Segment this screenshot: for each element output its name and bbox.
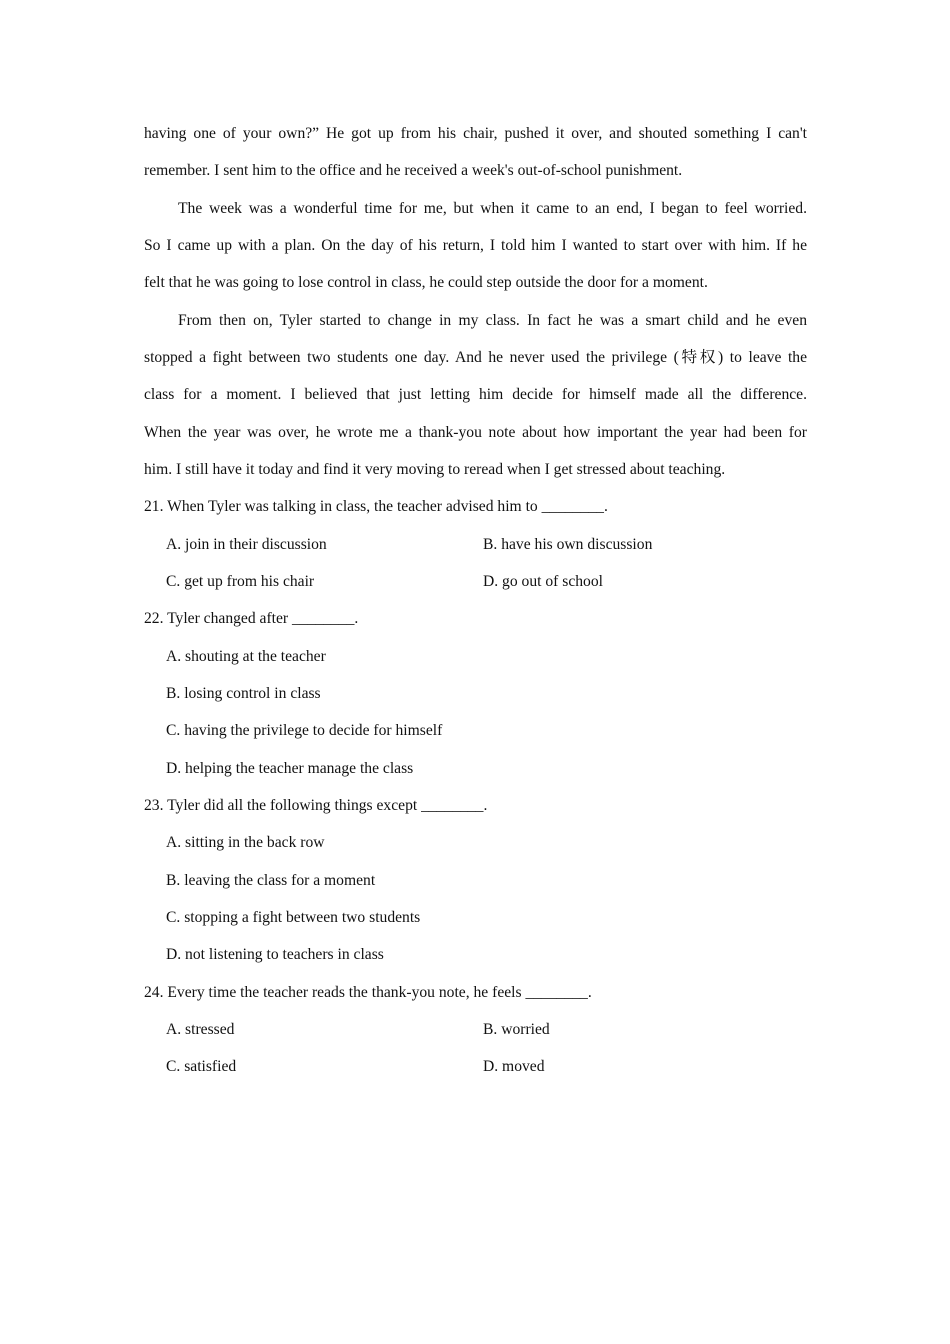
question-22-option-d: D. helping the teacher manage the class xyxy=(166,760,414,777)
question-23-option-a: A. sitting in the back row xyxy=(166,834,325,851)
question-23-stem: 23. Tyler did all the following things except ________. xyxy=(144,797,488,814)
question-24-option-b: B. worried xyxy=(483,1021,550,1038)
passage-line: stopped a fight between two students one day. And he never used the privilege (特权) to leave the xyxy=(144,349,807,366)
passage-line: class for a moment. I believed that just letting him decide for himself made all the difference. xyxy=(144,386,807,403)
question-22-option-a: A. shouting at the teacher xyxy=(166,648,326,665)
question-24-option-d: D. moved xyxy=(483,1058,545,1075)
question-21-option-b: B. have his own discussion xyxy=(483,536,653,553)
question-22-option-b: B. losing control in class xyxy=(166,685,321,702)
question-23-option-c: C. stopping a fight between two students xyxy=(166,909,421,926)
passage-line: When the year was over, he wrote me a thank-you note about how important the year had been for xyxy=(144,424,807,441)
passage-line: having one of your own?” He got up from his chair, pushed it over, and shouted something I can't xyxy=(144,125,807,142)
question-24-option-c: C. satisfied xyxy=(166,1058,237,1075)
question-21-option-c: C. get up from his chair xyxy=(166,573,315,590)
question-22-option-c: C. having the privilege to decide for himself xyxy=(166,722,443,739)
question-24-stem: 24. Every time the teacher reads the thank-you note, he feels ________. xyxy=(144,984,592,1001)
passage-line: So I came up with a plan. On the day of his return, I told him I wanted to start over with him. If he xyxy=(144,237,807,254)
passage-line: The week was a wonderful time for me, but when it came to an end, I began to feel worried. xyxy=(178,200,807,217)
passage-line: him. I still have it today and find it very moving to reread when I get stressed about teaching. xyxy=(144,461,726,478)
question-21-option-a: A. join in their discussion xyxy=(166,536,327,553)
question-21-stem: 21. When Tyler was talking in class, the teacher advised him to ________. xyxy=(144,498,608,515)
question-22-stem: 22. Tyler changed after ________. xyxy=(144,610,359,627)
passage-line: remember. I sent him to the office and he received a week's out-of-school punishment. xyxy=(144,162,683,179)
passage-line: felt that he was going to lose control in class, he could step outside the door for a moment. xyxy=(144,274,708,291)
question-23-option-b: B. leaving the class for a moment xyxy=(166,872,376,889)
question-24-option-a: A. stressed xyxy=(166,1021,235,1038)
passage-line: From then on, Tyler started to change in my class. In fact he was a smart child and he even xyxy=(178,312,807,329)
question-23-option-d: D. not listening to teachers in class xyxy=(166,946,384,963)
question-21-option-d: D. go out of school xyxy=(483,573,603,590)
